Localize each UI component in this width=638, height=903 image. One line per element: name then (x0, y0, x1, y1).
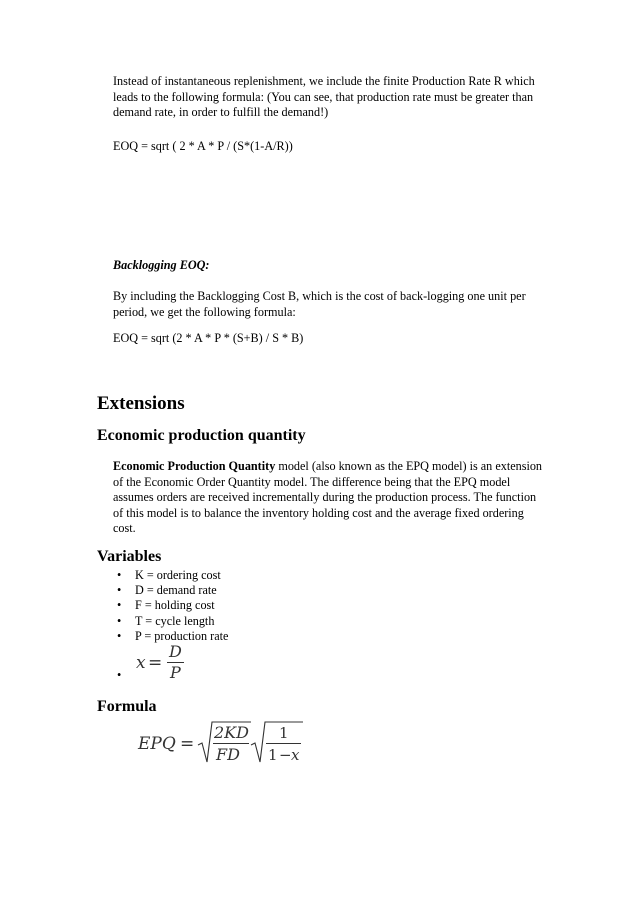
svg-text:P: P (170, 663, 181, 682)
intro-paragraph: Instead of instantaneous replenishment, we include the finite Production Rate R which leads to the following formula: (You can see, that production rate must be greater than demand rate, in order to fulfill the demand!) (113, 74, 535, 120)
variable-d: D = demand rate (135, 583, 217, 598)
formula-heading: Formula (97, 698, 157, 715)
svg-text:FD: FD (216, 745, 240, 764)
svg-text:x: x (291, 746, 300, 764)
variables-list (97, 568, 228, 644)
bullet-icon: • (117, 598, 122, 613)
epq-paragraph (113, 459, 548, 537)
bullet-icon: • (117, 568, 122, 582)
epq-subheading: Economic production quantity (97, 427, 306, 444)
list-item (97, 614, 228, 629)
bullet-icon: • (117, 613, 122, 628)
variable-t: T = cycle length (135, 613, 215, 628)
variable-p: P = production rate (135, 628, 229, 643)
formula-backlogging: EOQ = sqrt (2 * A * P * (S+B) / S * B) (113, 331, 304, 345)
bullet-icon: • (117, 668, 122, 682)
epq-bold-term: Economic Production Quantity (113, 459, 276, 473)
list-item (97, 583, 228, 598)
x-equals-d-over-p-equation (134, 642, 194, 682)
svg-text:EPQ: EPQ (138, 734, 176, 754)
svg-text:2KD: 2KD (214, 723, 249, 742)
formula-finite-production: EOQ = sqrt ( 2 * A * P / (S*(1-A/R)) (113, 139, 293, 153)
svg-text:−: − (279, 746, 292, 764)
svg-text:D: D (169, 642, 182, 661)
list-item (97, 568, 228, 583)
list-item (97, 598, 228, 613)
epq-paragraph-text: model (also known as the EPQ model) is an extension of the Economic Order Quantity model. The difference being that the EPQ model assumes orders are received incrementally during the production process. The function of this model is to balance the inventory holding cost and the average fixed ordering cost. (113, 459, 543, 536)
backlogging-title: Backlogging EOQ: (113, 258, 210, 272)
svg-text:1: 1 (268, 746, 278, 764)
epq-formula-equation (137, 718, 305, 766)
svg-text:1: 1 (279, 724, 289, 742)
extensions-heading: Extensions (97, 393, 185, 414)
backlogging-paragraph: By including the Backlogging Cost B, which is the cost of back-logging one unit per period, we get the following formula: (113, 289, 526, 319)
bullet-icon: • (117, 583, 122, 598)
variable-k: K = ordering cost (135, 568, 221, 582)
variable-f: F = holding cost (135, 598, 215, 613)
variables-heading: Variables (97, 548, 162, 565)
svg-text:=: = (180, 734, 195, 754)
bullet-icon: • (117, 628, 122, 643)
svg-text:=: = (148, 653, 163, 673)
svg-text:x: x (136, 653, 146, 673)
